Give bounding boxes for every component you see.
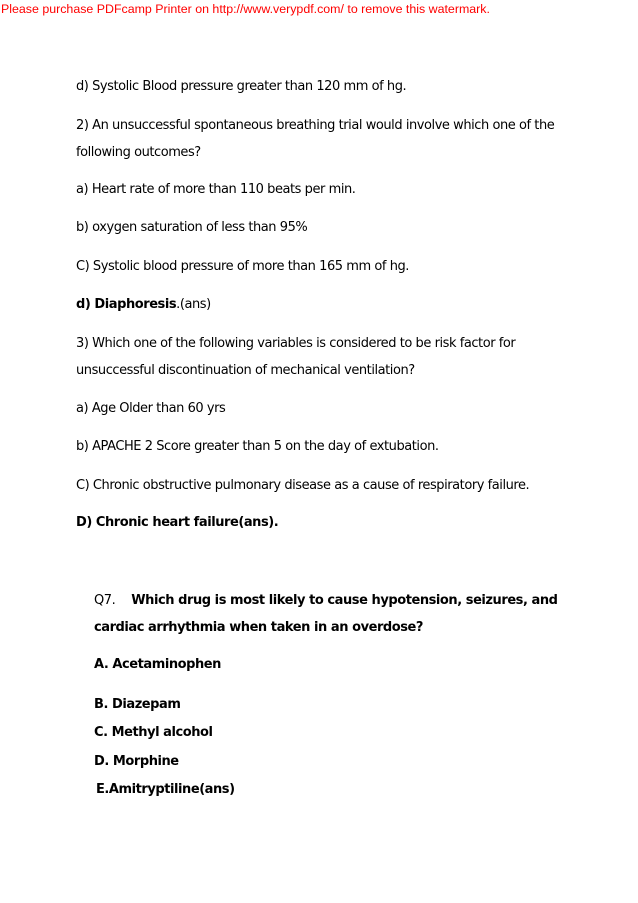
q7-option-c: C. Methyl alcohol — [94, 725, 213, 740]
q1-option-d: d) Systolic Blood pressure greater than 120 mm of hg. — [76, 79, 407, 94]
question-3-line-1: 3) Which one of the following variables is considered to be risk factor for — [76, 336, 516, 351]
q7-option-a: A. Acetaminophen — [94, 657, 221, 672]
q2-option-b: b) oxygen saturation of less than 95% — [76, 220, 308, 235]
q2-option-d — [76, 297, 211, 313]
q2-answer-bold: d) Diaphoresis — [76, 297, 177, 312]
q2-option-a: a) Heart rate of more than 110 beats per min. — [76, 182, 356, 197]
q3-option-b: b) APACHE 2 Score greater than 5 on the day of extubation. — [76, 439, 439, 454]
question-7-line-1 — [94, 593, 558, 609]
question-7-number: Q7. — [94, 593, 116, 608]
question-2-line-2: following outcomes? — [76, 145, 201, 160]
question-7-line-2: cardiac arrhythmia when taken in an overdose? — [94, 620, 423, 635]
question-2-line-1: 2) An unsuccessful spontaneous breathing trial would involve which one of the — [76, 118, 555, 133]
q3-option-d: D) Chronic heart failure(ans). — [76, 515, 279, 530]
q7-option-e: E.Amitryptiline(ans) — [96, 782, 235, 797]
q7-option-d: D. Morphine — [94, 754, 179, 769]
question-3-line-2: unsuccessful discontinuation of mechanical ventilation? — [76, 363, 415, 378]
q3-option-a: a) Age Older than 60 yrs — [76, 401, 226, 416]
watermark-text: Please purchase PDFcamp Printer on http://www.verypdf.com/ to remove this watermark. — [1, 2, 490, 16]
question-7-text: Which drug is most likely to cause hypotension, seizures, and — [131, 593, 558, 608]
q7-option-b: B. Diazepam — [94, 697, 181, 712]
q3-option-c: C) Chronic obstructive pulmonary disease as a cause of respiratory failure. — [76, 478, 530, 493]
q2-answer-suffix: .(ans) — [176, 297, 211, 312]
q2-option-c: C) Systolic blood pressure of more than 165 mm of hg. — [76, 259, 409, 274]
